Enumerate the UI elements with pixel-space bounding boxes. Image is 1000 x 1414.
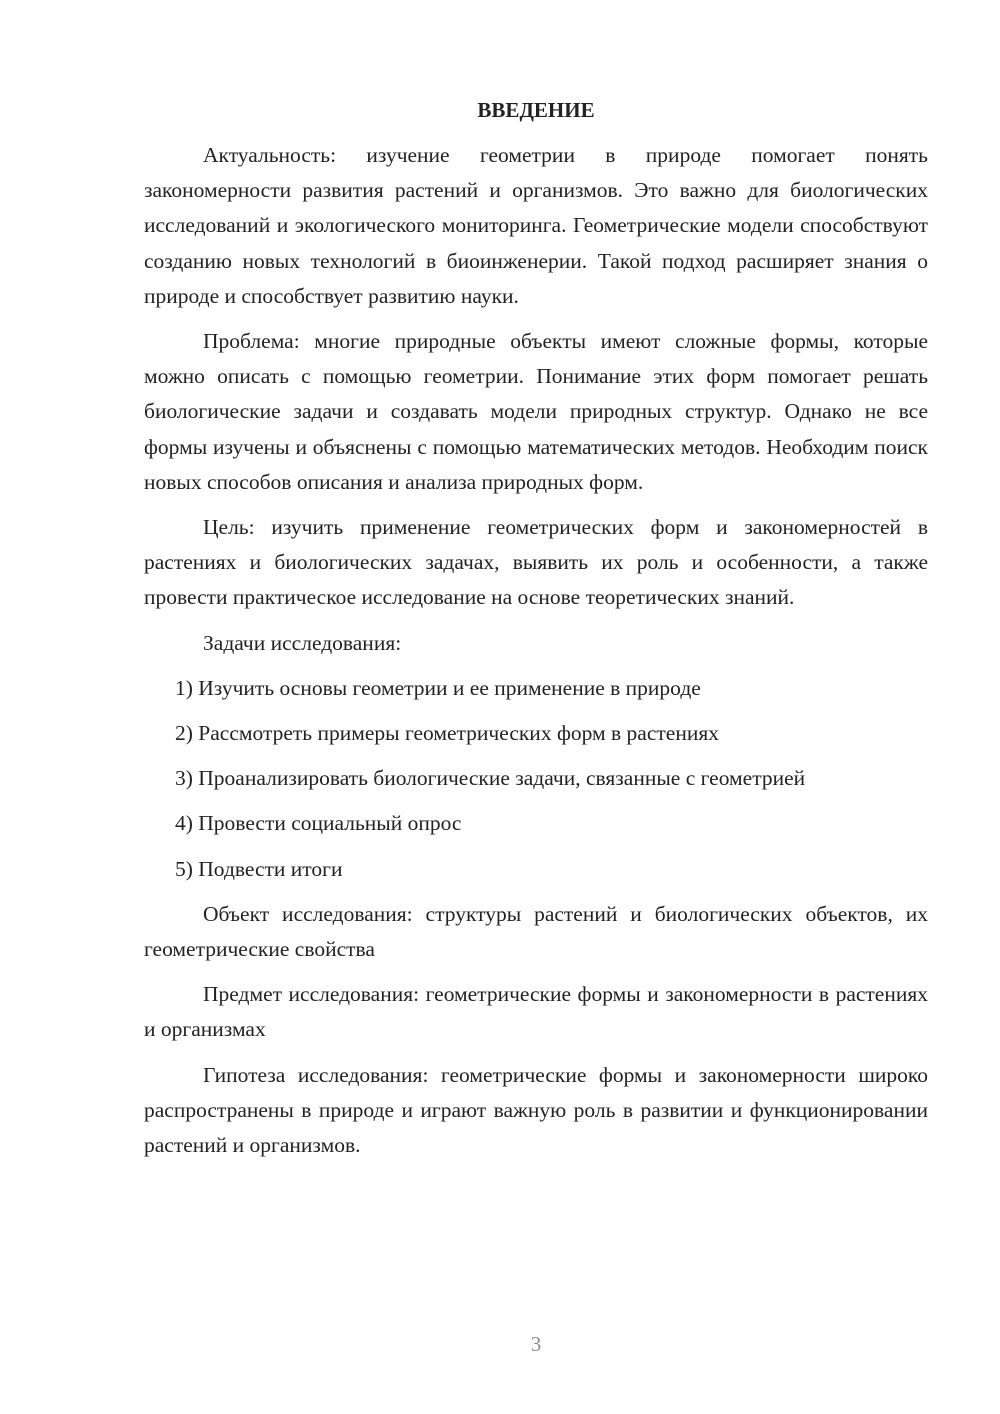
tasks-list [144,671,928,887]
paragraph-tasks-heading: Задачи исследования: [203,630,402,655]
paragraph-goal: Цель: изучить применение геометрических форм и закономерностей в растениях и биологических задачах, выявить их роль и особенности, а также провести практическое исследование на основе теоретических знаний. [144,515,928,610]
paragraph-relevance: Актуальность: изучение геометрии в природе помогает понять закономерности развития растений и организмов. Это важно для биологических исследований и экологического мониторинга. Геометрические модели способствуют созданию новых технологий в биоинженерии. Такой подход расширяет знания о природе и способствует развитию науки. [144,143,928,308]
document-page [144,92,928,1173]
task-item: 4) Провести социальный опрос [175,811,462,836]
section-title: ВВЕДЕНИЕ [477,98,595,122]
paragraph-hypothesis: Гипотеза исследования: геометрические формы и закономерности широко распространены в природе и играют важную роль в развитии и функционировании растений и организмов. [144,1062,928,1158]
paragraph-problem: Проблема: многие природные объекты имеют сложные формы, которые можно описать с помощью геометрии. Понимание этих форм помогает решать биологические задачи и создавать модели природных структур. Однако не все формы изучены и объяснены с помощью математических методов. Необходим поиск новых способов описания и анализа природных форм. [144,329,928,494]
paragraph-subject: Предмет исследования: геометрические формы и закономерности в растениях и организмах [144,982,928,1042]
paragraph-object: Объект исследования: структуры растений и биологических объектов, их геометрические свойства [144,901,928,962]
task-item: 1) Изучить основы геометрии и ее применение в природе [175,675,701,700]
task-item: 5) Подвести итоги [175,856,343,881]
page-number: 3 [530,1332,542,1356]
task-item: 2) Рассмотреть примеры геометрических форм в растениях [175,721,719,746]
task-item: 3) Проанализировать биологические задачи, связанные с геометрией [175,766,806,791]
